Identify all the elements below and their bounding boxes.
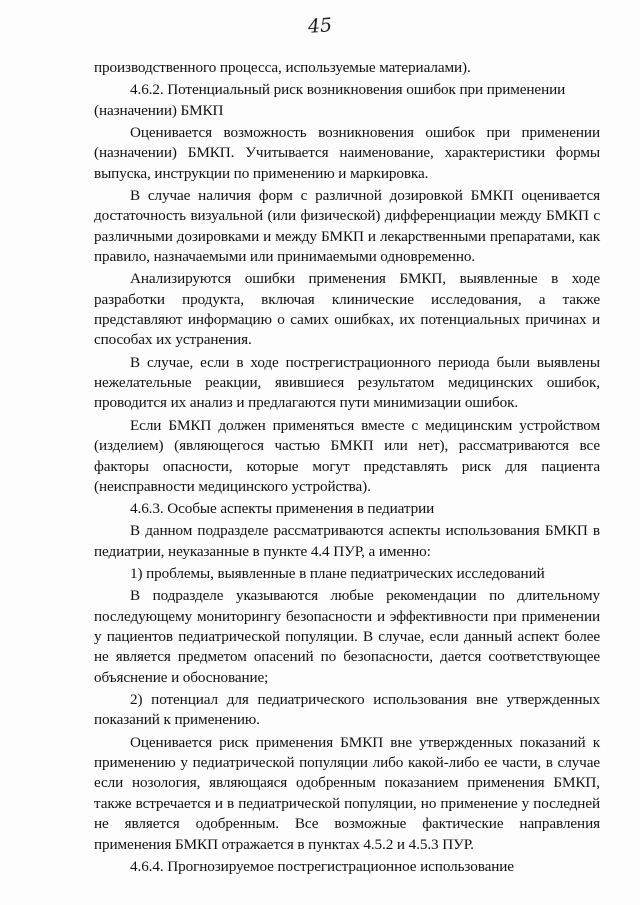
list-item-2: 2) потенциал для педиатрического использования вне утвержденных показаний к применению.: [94, 690, 600, 729]
list-item-1: 1) проблемы, выявленные в плане педиатрических исследований: [130, 564, 545, 582]
section-heading-4-6-4: 4.6.4. Прогнозируемое пострегистрационное использование: [130, 857, 514, 875]
section-heading-4-6-3: 4.6.3. Особые аспекты применения в педиатрии: [130, 500, 435, 518]
paragraph: Оценивается возможность возникновения ошибок при применении (назначении) БМКП. Учитывается наименование, характеристики формы выпуска, инструкции по применению и маркировка.: [94, 123, 600, 182]
handwritten-page-number: 45: [307, 14, 333, 38]
paragraph: Анализируются ошибки применения БМКП, выявленные в ходе разработки продукта, включая клинические исследования, а также представляют информацию о самих ошибках, их потенциальных причинах и способах их устранения.: [94, 270, 600, 349]
paragraph: В случае, если в ходе пострегистрационного периода были выявлены нежелательные реакции, явившиеся результатом медицинских ошибок, проводится их анализ и предлагаются пути минимизации ошибок.: [94, 353, 600, 412]
paragraph-continuation: производственного процесса, используемые материалами).: [94, 59, 471, 76]
section-heading-4-6-2: 4.6.2. Потенциальный риск возникновения ошибок при применении (назначении) БМКП: [94, 81, 566, 119]
document-body: [94, 58, 600, 879]
paragraph: Оценивается риск применения БМКП вне утвержденных показаний к применению у педиатрической популяции либо какой-либо ее части, в случае если нозология, являющаяся одобренным показанием применения БМКП, также встречается и в педиатрической популяции, но применение у последней не является одобренным. Все возможные фактические направления применения БМКП отражается в пунктах 4.5.2 и 4.5.3 ПУР.: [94, 733, 600, 853]
paragraph: В данном подразделе рассматриваются аспекты использования БМКП в педиатрии, неуказанные в пункте 4.4 ПУР, а именно:: [94, 522, 600, 560]
paragraph: Если БМКП должен применяться вместе с медицинским устройством (изделием) (являющегося частью БМКП или нет), рассматриваются все факторы опасности, которые могут представлять риск для пациента (неисправности медицинского устройства).: [94, 416, 600, 495]
paragraph: В подразделе указываются любые рекомендации по длительному последующему мониторингу безопасности и эффективности при применении у пациентов педиатрической популяции. В случае, если данный аспект более не является предметом опасений по безопасности, дается соответствующее объяснение и обоснование;: [94, 587, 600, 686]
paragraph: В случае наличия форм с различной дозировкой БМКП оценивается достаточность визуальной (или физической) дифференциации между БМКП с различными дозировками и между БМКП и лекарственными препаратами, как правило, назначаемыми или принимаемыми одновременно.: [94, 186, 600, 266]
